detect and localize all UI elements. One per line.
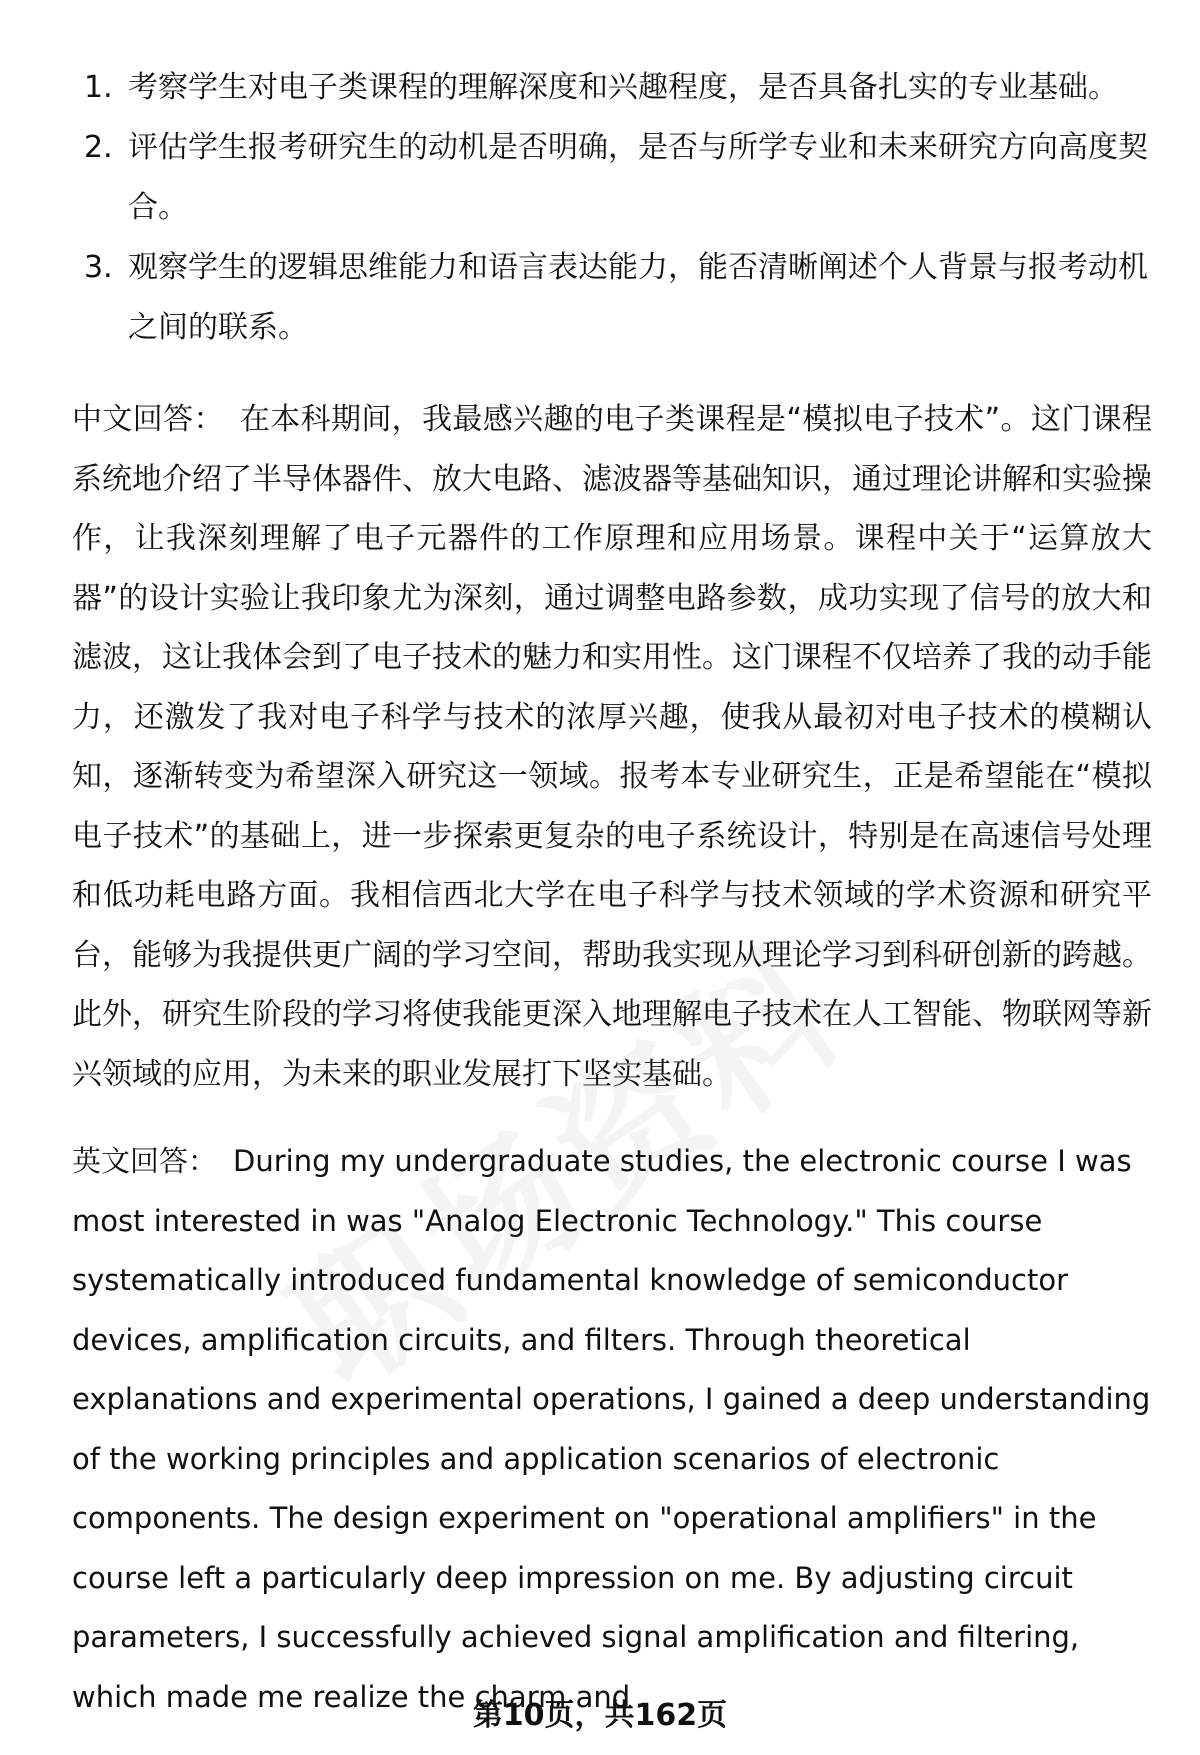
- list-item: [72, 238, 1152, 358]
- list-item: [72, 58, 1152, 118]
- page-number: 第10页，共162页: [472, 1698, 728, 1733]
- list-item-text: 评估学生报考研究生的动机是否明确，是否与所学专业和未来研究方向高度契合。: [128, 130, 1148, 225]
- list-item: [72, 118, 1152, 238]
- list-item-number: 1.: [84, 70, 113, 105]
- list-item-text: 观察学生的逻辑思维能力和语言表达能力，能否清晰阐述个人背景与报考动机之间的联系。: [128, 250, 1148, 345]
- english-answer-text: During my undergraduate studies, the electronic course I was most interested in was "Analog Electronic Technology." This course systematically introduced fundamental knowledge of semiconductor devices, amplification circuits, and filters. Through theoretical explanations and experimental operations, I gained a deep understanding of the working principles and application scenarios of electronic components. The design experiment on "operational amplifiers" in the course left a particularly deep impression on me. By adjusting circuit parameters, I successfully achieved signal amplification and filtering, which made me realize the charm and: [72, 1144, 1151, 1714]
- english-answer-label: 英文回答：: [72, 1144, 218, 1178]
- english-answer-paragraph: [72, 1132, 1152, 1727]
- document-body: [72, 58, 1152, 1727]
- chinese-answer-label: 中文回答：: [72, 402, 224, 437]
- criteria-list: [72, 58, 1152, 358]
- chinese-answer-text: 在本科期间，我最感兴趣的电子类课程是“模拟电子技术”。这门课程系统地介绍了半导体器件、放大电路、滤波器等基础知识，通过理论讲解和实验操作，让我深刻理解了电子元器件的工作原理和应用场景。课程中关于“运算放大器”的设计实验让我印象尤为深刻，通过调整电路参数，成功实现了信号的放大和滤波，这让我体会到了电子技术的魅力和实用性。这门课程不仅培养了我的动手能力，还激发了我对电子科学与技术的浓厚兴趣，使我从最初对电子技术的模糊认知，逐渐转变为希望深入研究这一领域。报考本专业研究生，正是希望能在“模拟电子技术”的基础上，进一步探索更复杂的电子系统设计，特别是在高速信号处理和低功耗电路方面。我相信西北大学在电子科学与技术领域的学术资源和研究平台，能够为我提供更广阔的学习空间，帮助我实现从理论学习到科研创新的跨越。此外，研究生阶段的学习将使我能更深入地理解电子技术在人工智能、物联网等新兴领域的应用，为未来的职业发展打下坚实基础。: [72, 402, 1152, 1092]
- chinese-answer-paragraph: [72, 390, 1152, 1104]
- list-item-number: 3.: [84, 250, 113, 285]
- list-item-text: 考察学生对电子类课程的理解深度和兴趣程度，是否具备扎实的专业基础。: [128, 70, 1118, 105]
- list-item-number: 2.: [84, 130, 113, 165]
